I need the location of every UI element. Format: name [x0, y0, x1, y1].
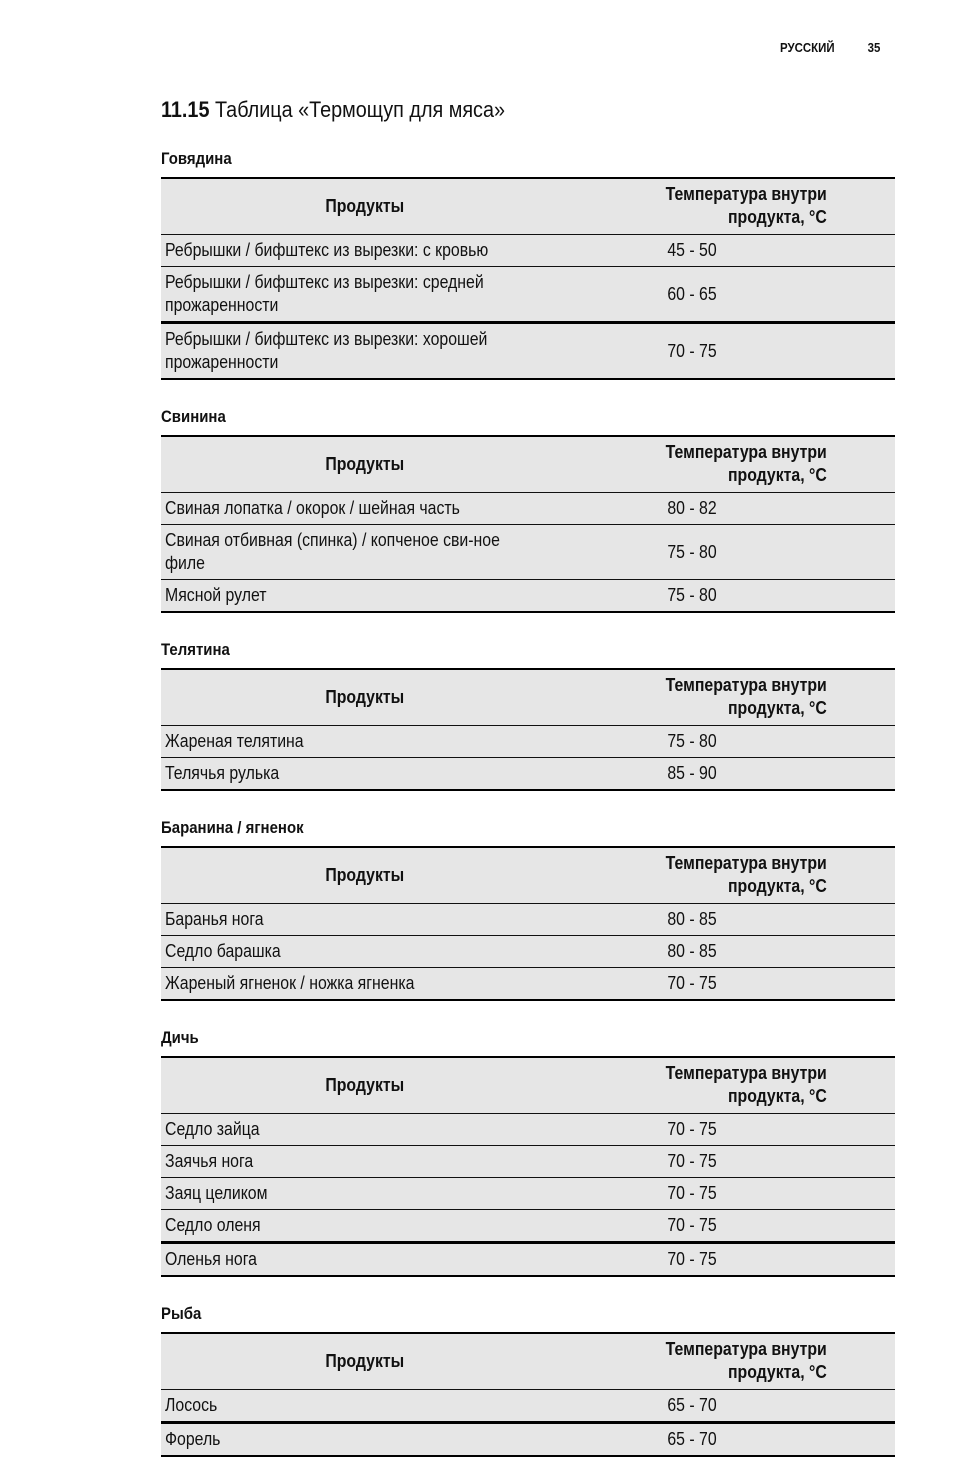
column-header-temperature: Температура внутри продукта, °C: [569, 1057, 895, 1114]
table-row: [161, 936, 895, 968]
table-row: [161, 904, 895, 936]
meat-group: [161, 1027, 895, 1277]
table-row: [161, 1178, 895, 1210]
table-row: [161, 525, 895, 580]
product-name: Жареный ягненок / ножка ягненка: [161, 968, 569, 1001]
table-header-row: [161, 847, 895, 904]
column-header-temperature: Температура внутри продукта, °C: [569, 436, 895, 493]
table-row: [161, 323, 895, 380]
table-row: [161, 493, 895, 525]
product-name: Седло барашка: [161, 936, 569, 968]
product-name: Баранья нога: [161, 904, 569, 936]
column-header-products: Продукты: [161, 669, 569, 726]
core-temperature: 75 - 80: [569, 580, 895, 613]
table-header-row: [161, 669, 895, 726]
column-header-temperature: Температура внутри продукта, °C: [569, 669, 895, 726]
page-content: [161, 94, 895, 1483]
meat-group: [161, 639, 895, 791]
temperature-table: [161, 668, 895, 791]
core-temperature: 85 - 90: [569, 758, 895, 791]
product-name: Заячья нога: [161, 1146, 569, 1178]
table-row: [161, 1423, 895, 1457]
meat-group: [161, 1303, 895, 1457]
core-temperature: 75 - 80: [569, 525, 895, 580]
product-name: Ребрышки / бифштекс из вырезки: с кровью: [161, 235, 569, 267]
table-row: [161, 1114, 895, 1146]
core-temperature: 70 - 75: [569, 1243, 895, 1277]
section-number: 11.15: [161, 97, 210, 122]
table-row: [161, 1243, 895, 1277]
temperature-table: [161, 846, 895, 1001]
product-name: Седло зайца: [161, 1114, 569, 1146]
product-name: Мясной рулет: [161, 580, 569, 613]
table-row: [161, 1210, 895, 1243]
section-title: [161, 94, 822, 126]
temperature-table: [161, 435, 895, 613]
table-header-row: [161, 436, 895, 493]
meat-group: [161, 148, 895, 380]
temperature-table: [161, 1332, 895, 1457]
product-name: Телячья рулька: [161, 758, 569, 791]
core-temperature: 70 - 75: [569, 1114, 895, 1146]
core-temperature: 60 - 65: [569, 267, 895, 323]
product-name: Жареная телятина: [161, 726, 569, 758]
table-header-row: [161, 1057, 895, 1114]
table-row: [161, 968, 895, 1001]
product-name: Ребрышки / бифштекс из вырезки: хорошей прожаренности: [161, 323, 569, 380]
core-temperature: 80 - 85: [569, 936, 895, 968]
table-row: [161, 580, 895, 613]
meat-group: [161, 817, 895, 1001]
group-title: Свинина: [161, 407, 226, 426]
table-header-row: [161, 178, 895, 235]
product-name: Оленья нога: [161, 1243, 569, 1277]
column-header-products: Продукты: [161, 1057, 569, 1114]
table-row: [161, 726, 895, 758]
core-temperature: 70 - 75: [569, 1178, 895, 1210]
table-row: [161, 267, 895, 323]
temperature-table: [161, 1056, 895, 1277]
core-temperature: 80 - 85: [569, 904, 895, 936]
column-header-products: Продукты: [161, 847, 569, 904]
group-title: Телятина: [161, 640, 230, 659]
core-temperature: 70 - 75: [569, 323, 895, 380]
section-title-text: Таблица «Термощуп для мяса»: [214, 97, 505, 122]
core-temperature: 70 - 75: [569, 968, 895, 1001]
table-header-row: [161, 1333, 895, 1390]
product-name: Ребрышки / бифштекс из вырезки: средней прожаренности: [161, 267, 569, 323]
product-name: Форель: [161, 1423, 569, 1457]
core-temperature: 80 - 82: [569, 493, 895, 525]
product-name: Лосось: [161, 1390, 569, 1423]
core-temperature: 45 - 50: [569, 235, 895, 267]
group-title: Баранина / ягненок: [161, 818, 304, 837]
core-temperature: 65 - 70: [569, 1390, 895, 1423]
table-row: [161, 758, 895, 791]
page-number: 35: [867, 40, 881, 55]
column-header-products: Продукты: [161, 436, 569, 493]
meat-group: [161, 406, 895, 613]
product-name: Свиная отбивная (спинка) / копченое сви-ное филе: [161, 525, 569, 580]
group-title: Рыба: [161, 1304, 202, 1323]
group-title: Говядина: [161, 149, 232, 168]
column-header-temperature: Температура внутри продукта, °C: [569, 178, 895, 235]
column-header-temperature: Температура внутри продукта, °C: [569, 847, 895, 904]
product-name: Заяц целиком: [161, 1178, 569, 1210]
core-temperature: 75 - 80: [569, 726, 895, 758]
core-temperature: 70 - 75: [569, 1146, 895, 1178]
column-header-products: Продукты: [161, 178, 569, 235]
column-header-temperature: Температура внутри продукта, °C: [569, 1333, 895, 1390]
table-row: [161, 1390, 895, 1423]
core-temperature: 70 - 75: [569, 1210, 895, 1243]
group-title: Дичь: [161, 1028, 199, 1047]
column-header-products: Продукты: [161, 1333, 569, 1390]
product-name: Свиная лопатка / окорок / шейная часть: [161, 493, 569, 525]
temperature-table: [161, 177, 895, 380]
table-row: [161, 235, 895, 267]
temperature-tables: [161, 148, 895, 1457]
core-temperature: 65 - 70: [569, 1423, 895, 1457]
running-header: [780, 40, 880, 55]
product-name: Седло оленя: [161, 1210, 569, 1243]
language-label: РУССКИЙ: [780, 40, 835, 55]
table-row: [161, 1146, 895, 1178]
